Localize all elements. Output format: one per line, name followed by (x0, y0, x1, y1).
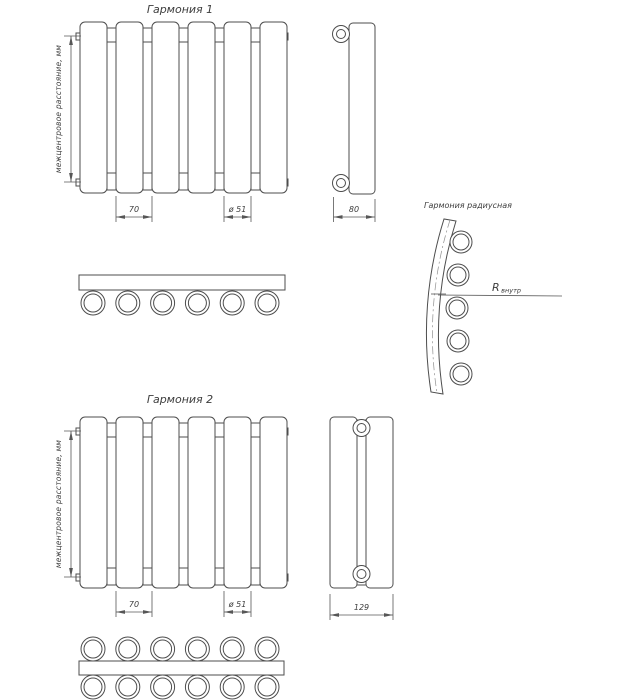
tube-section-inner (119, 640, 137, 658)
radiator-tube (188, 22, 215, 193)
radiator-tube (152, 22, 179, 193)
tube-section-inner (450, 333, 466, 349)
tube-section-inner (188, 294, 206, 312)
harmony2-pitch-dim (116, 591, 152, 617)
harmony2-side-view (330, 417, 393, 620)
collector-bar (79, 661, 284, 675)
tube-section-inner (453, 366, 469, 382)
tube-section-inner (154, 678, 172, 696)
harmony1-diameter-value: ø 51 (228, 205, 247, 214)
radiator-tube (188, 417, 215, 588)
harmony1-depth-value: 80 (348, 205, 360, 214)
pipe-connection-inner (357, 570, 366, 579)
tube-section-inner (450, 267, 466, 283)
tube-section-inner (223, 294, 241, 312)
radiator-tube (80, 417, 107, 588)
section-web (251, 28, 260, 190)
tube-section-inner (188, 640, 206, 658)
section-web (107, 28, 116, 190)
harmony1-center-distance-dim (54, 36, 81, 182)
side-body-back-row (366, 417, 393, 588)
harmony1-side-view (333, 23, 376, 222)
harmony2-diameter-value: ø 51 (228, 600, 247, 609)
harmony2-top-tubes-row1 (81, 637, 279, 661)
harmony2-depth-value: 129 (353, 603, 370, 612)
section-web (143, 28, 152, 190)
radius-tubes (446, 231, 472, 385)
radiator-tube (224, 417, 251, 588)
radius-subscript: внутр (501, 286, 521, 295)
section-web (179, 28, 188, 190)
tube-section-inner (258, 678, 276, 696)
section-web (107, 423, 116, 585)
tube-section-inner (223, 678, 241, 696)
harmony2-section (54, 393, 393, 699)
harmony1-diameter-dim (224, 196, 251, 222)
harmony1-center-distance-label: межцентровое расстояние, мм (54, 44, 63, 174)
radiator-tube (116, 22, 143, 193)
harmony1-section (54, 3, 375, 315)
radius-leader-line (438, 295, 562, 296)
section-web (179, 423, 188, 585)
harmony1-depth-dim (334, 197, 376, 222)
tube-section-inner (449, 300, 465, 316)
collector-bar (79, 275, 285, 290)
harmony2-center-distance-dim (54, 431, 81, 577)
radiator-tube (260, 417, 287, 588)
tube-section-inner (119, 294, 137, 312)
radiator-tube (224, 22, 251, 193)
pipe-connection-inner (337, 179, 346, 188)
harmony2-front-view (76, 417, 288, 588)
harmony1-front-view (76, 22, 288, 193)
harmony-radius-section (424, 201, 562, 394)
section-web (215, 423, 224, 585)
harmony2-diameter-dim (224, 591, 251, 617)
collector-notch (76, 33, 80, 40)
tube-section-inner (119, 678, 137, 696)
tube-section-inner (188, 678, 206, 696)
harmony-radius-title: Гармония радиусная (424, 201, 512, 210)
tube-section-inner (84, 294, 102, 312)
harmony2-top-view (79, 637, 284, 699)
tube-section-inner (258, 640, 276, 658)
harmony1-top-tubes (81, 291, 279, 315)
harmony2-pitch-value: 70 (128, 600, 140, 609)
harmony1-title: Гармония 1 (146, 3, 214, 16)
radiator-tube (152, 417, 179, 588)
radiator-tube (260, 22, 287, 193)
tube-section-inner (223, 640, 241, 658)
inner-radius-label (492, 281, 521, 295)
harmony1-pitch-dim (116, 196, 152, 222)
tube-section-inner (154, 294, 172, 312)
harmony2-center-distance-label: межцентровое расстояние, мм (54, 439, 63, 569)
side-body (349, 23, 375, 194)
radiator-tube (116, 417, 143, 588)
tube-section-inner (453, 234, 469, 250)
section-web (143, 423, 152, 585)
harmony2-top-tubes-row2 (81, 675, 279, 699)
tube-section-inner (154, 640, 172, 658)
harmony2-title: Гармония 2 (146, 393, 214, 406)
side-body-front-row (330, 417, 357, 588)
harmony1-pitch-value: 70 (128, 205, 140, 214)
radiator-tube (80, 22, 107, 193)
tube-section-inner (84, 678, 102, 696)
section-web (251, 423, 260, 585)
tube-section-inner (84, 640, 102, 658)
harmony2-depth-dim (330, 594, 393, 620)
collector-notch (76, 574, 80, 581)
pipe-connection-inner (357, 424, 366, 433)
harmony1-top-view (79, 275, 285, 315)
collector-notch (76, 179, 80, 186)
section-web (215, 28, 224, 190)
radius-symbol: R (492, 281, 500, 294)
tube-section-inner (258, 294, 276, 312)
pipe-connection-inner (337, 30, 346, 39)
collector-notch (76, 428, 80, 435)
